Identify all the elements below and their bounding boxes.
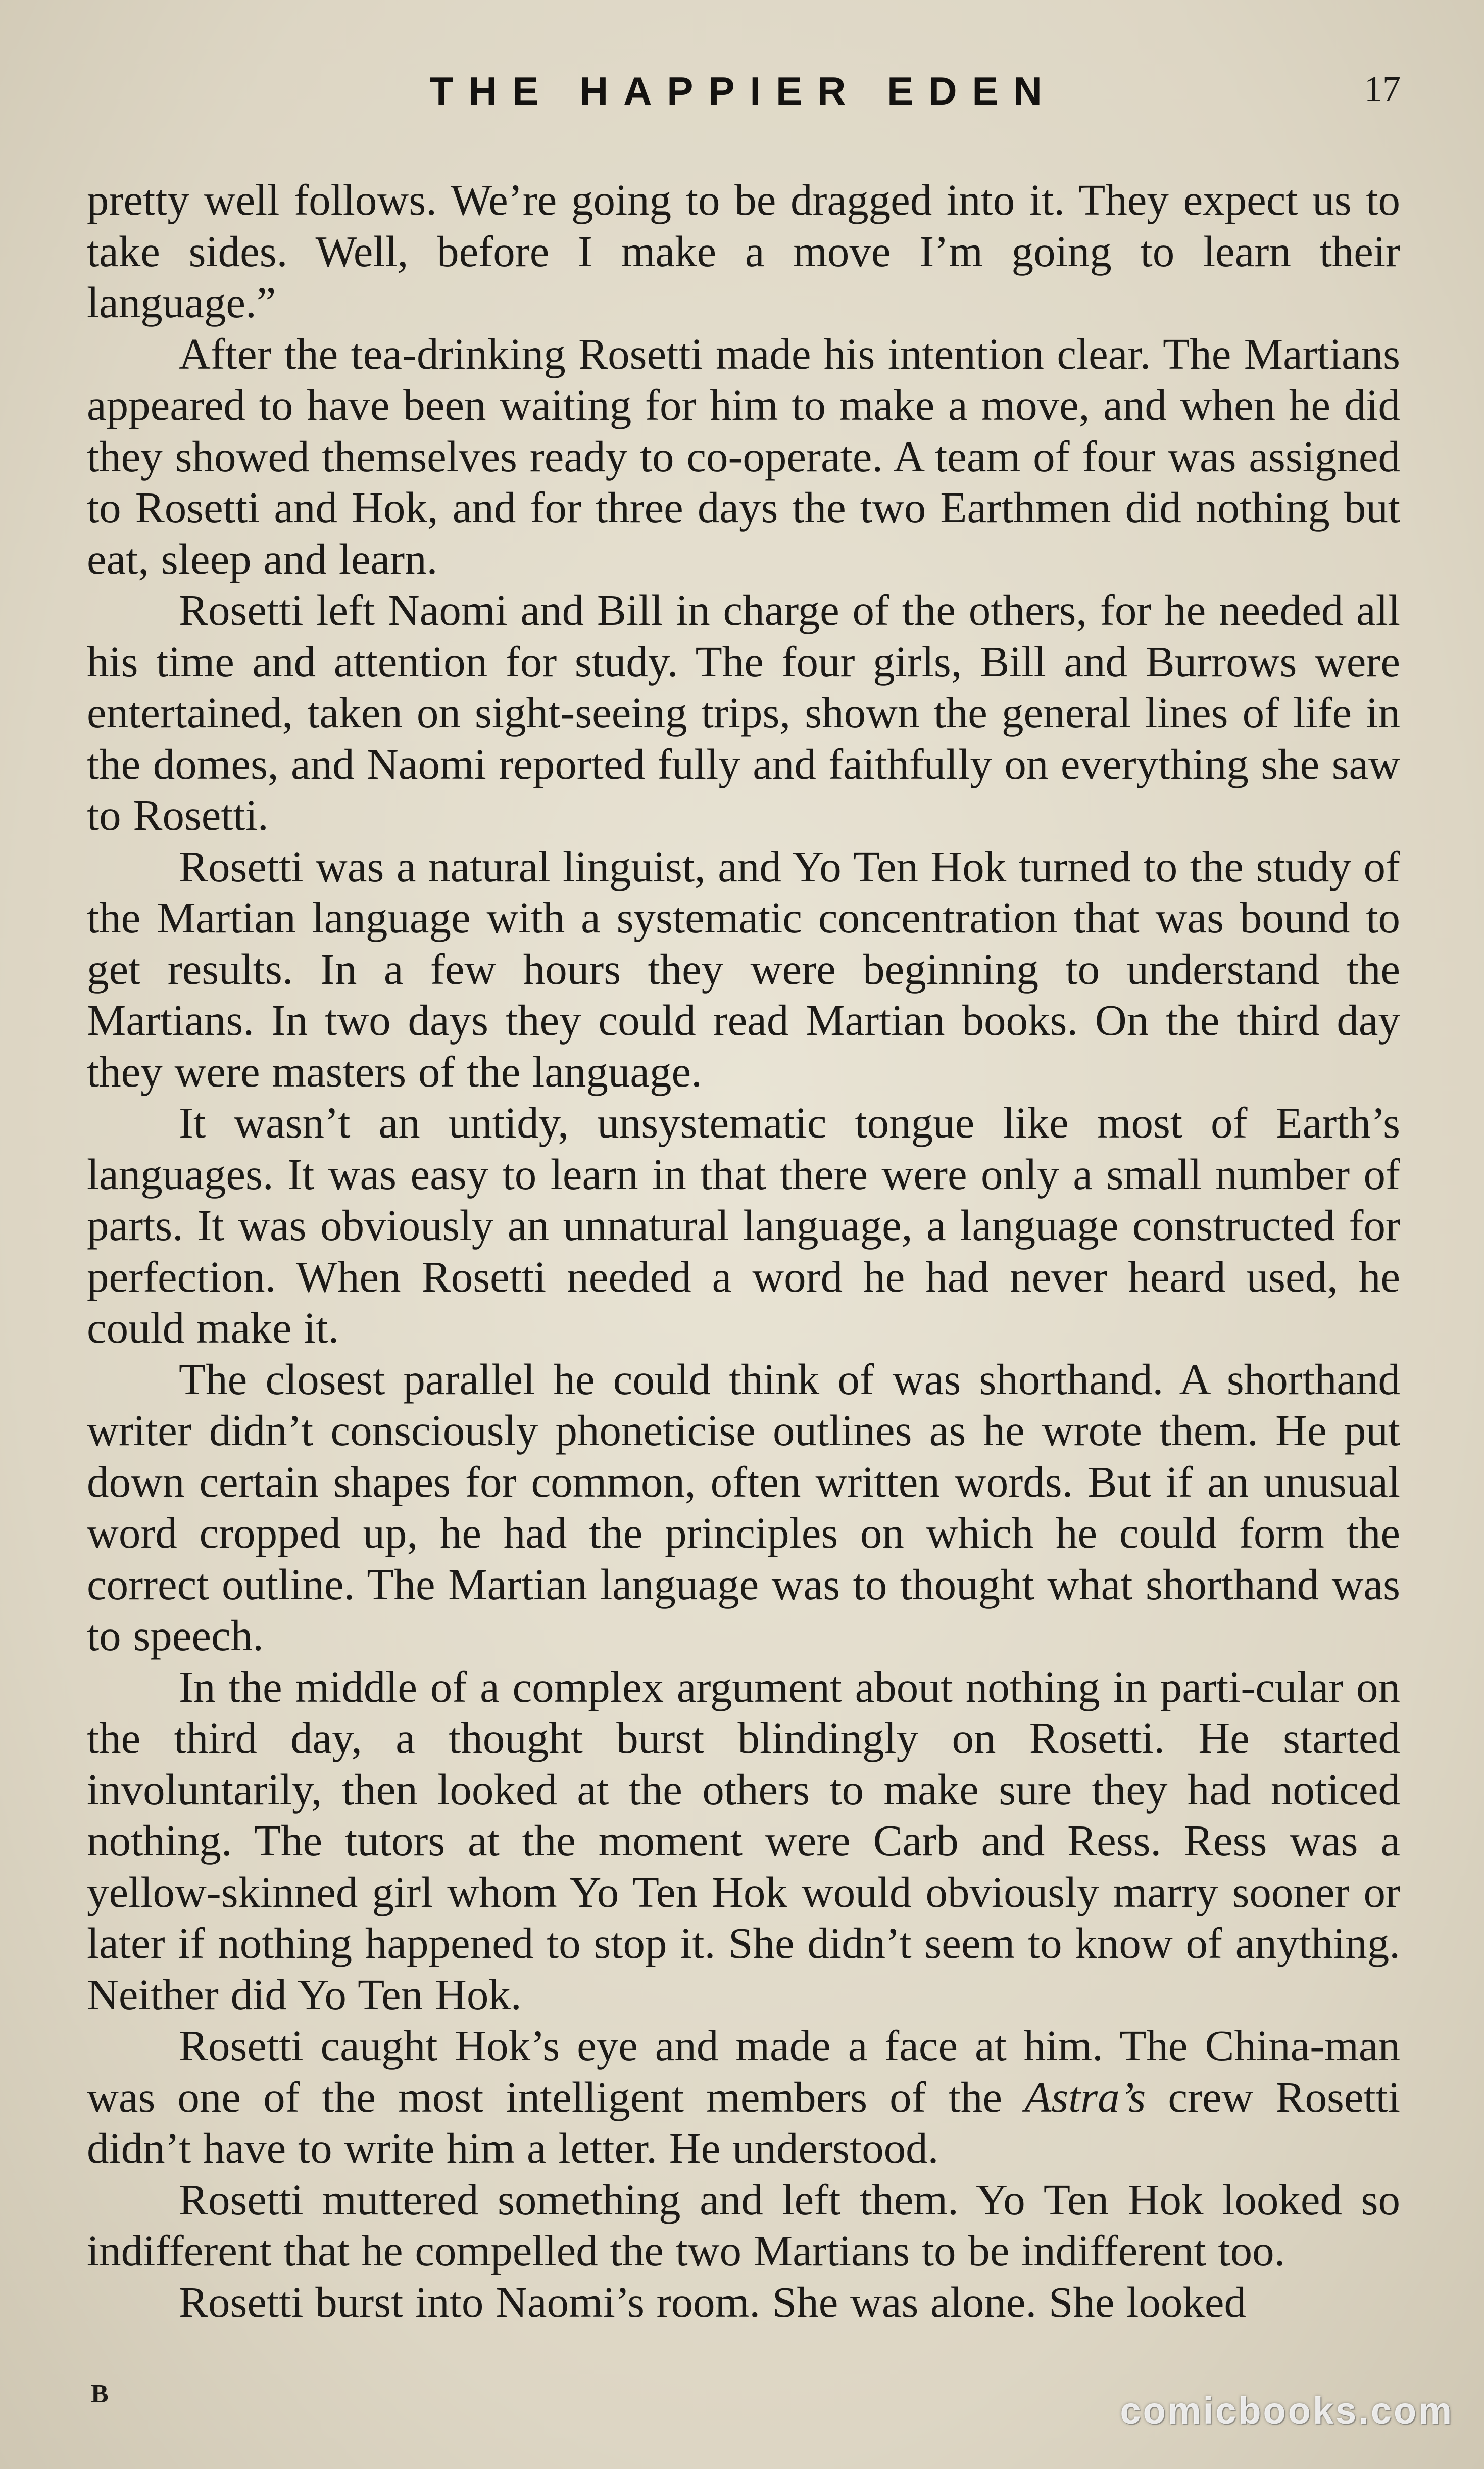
paragraph: Rosetti left Naomi and Bill in charge of the others, for he needed all his time and attention for study. The four girls, Bill and Burrows were entertained, taken on sight-seeing trips, shown the general lines of life in the domes, and Naomi reported fully and faithfully on everything she saw to Rosetti. bbox=[87, 585, 1400, 840]
body-text bbox=[87, 174, 1400, 2328]
running-title: THE HAPPIER EDEN bbox=[429, 69, 1057, 113]
signature-mark: B bbox=[91, 2380, 109, 2408]
paragraph: pretty well follows. We’re going to be dragged into it. They expect us to take sides. Well, before I make a move I’m going to learn their language.” bbox=[87, 175, 1400, 327]
paragraph-text: crew Rosetti didn’t have to write him a letter. He understood. bbox=[87, 2072, 1400, 2172]
paragraph bbox=[87, 2020, 1400, 2174]
paragraph: The closest parallel he could think of was shorthand. A shorthand writer didn’t consciously phoneticise outlines as he wrote them. He put down certain shapes for common, often written words. But if an unusual word cropped up, he had the principles on which he could form the correct outline. The Martian language was to thought what shorthand was to speech. bbox=[87, 1354, 1400, 1660]
paragraph: It wasn’t an untidy, unsystematic tongue like most of Earth’s languages. It was easy to learn in that there were only a small number of parts. It was obviously an unnatural language, a language constructed for perfection. When Rosetti needed a word he had never heard used, he could make it. bbox=[87, 1098, 1400, 1352]
page-header bbox=[86, 68, 1401, 124]
paragraph-text: Rosetti caught Hok’s eye and made a face at him. The China-man was one of the most intelligent members of the bbox=[87, 2021, 1400, 2121]
paragraph: In the middle of a complex argument about nothing in parti-cular on the third day, a thought burst blindingly on Rosetti. He started involuntarily, then looked at the others to make sure they had noticed nothing. The tutors at the moment were Carb and Ress. Ress was a yellow-skinned girl whom Yo Ten Hok would obviously marry sooner or later if nothing happened to stop it. She didn’t seem to know of anything. Neither did Yo Ten Hok. bbox=[87, 1662, 1400, 2019]
paragraph: Rosetti burst into Naomi’s room. She was alone. She looked bbox=[179, 2277, 1247, 2327]
paragraph: Rosetti was a natural linguist, and Yo Ten Hok turned to the study of the Martian language with a systematic concentration that was bound to get results. In a few hours they were beginning to understand the Martians. In two days they could read Martian books. On the third day they were masters of the language. bbox=[87, 842, 1400, 1096]
ship-name: Astra’s bbox=[1024, 2072, 1146, 2121]
paragraph: Rosetti muttered something and left them. Yo Ten Hok looked so indifferent that he compelled the two Martians to be indifferent too. bbox=[87, 2175, 1400, 2275]
page-number: 17 bbox=[1364, 69, 1401, 109]
paragraph: After the tea-drinking Rosetti made his intention clear. The Martians appeared to have been waiting for him to make a move, and when he did they showed themselves ready to co-operate. A team of four was assigned to Rosetti and Hok, and for three days the two Earthmen did nothing but eat, sleep and learn. bbox=[87, 329, 1400, 583]
watermark: comicbooks.com bbox=[1120, 2390, 1454, 2432]
